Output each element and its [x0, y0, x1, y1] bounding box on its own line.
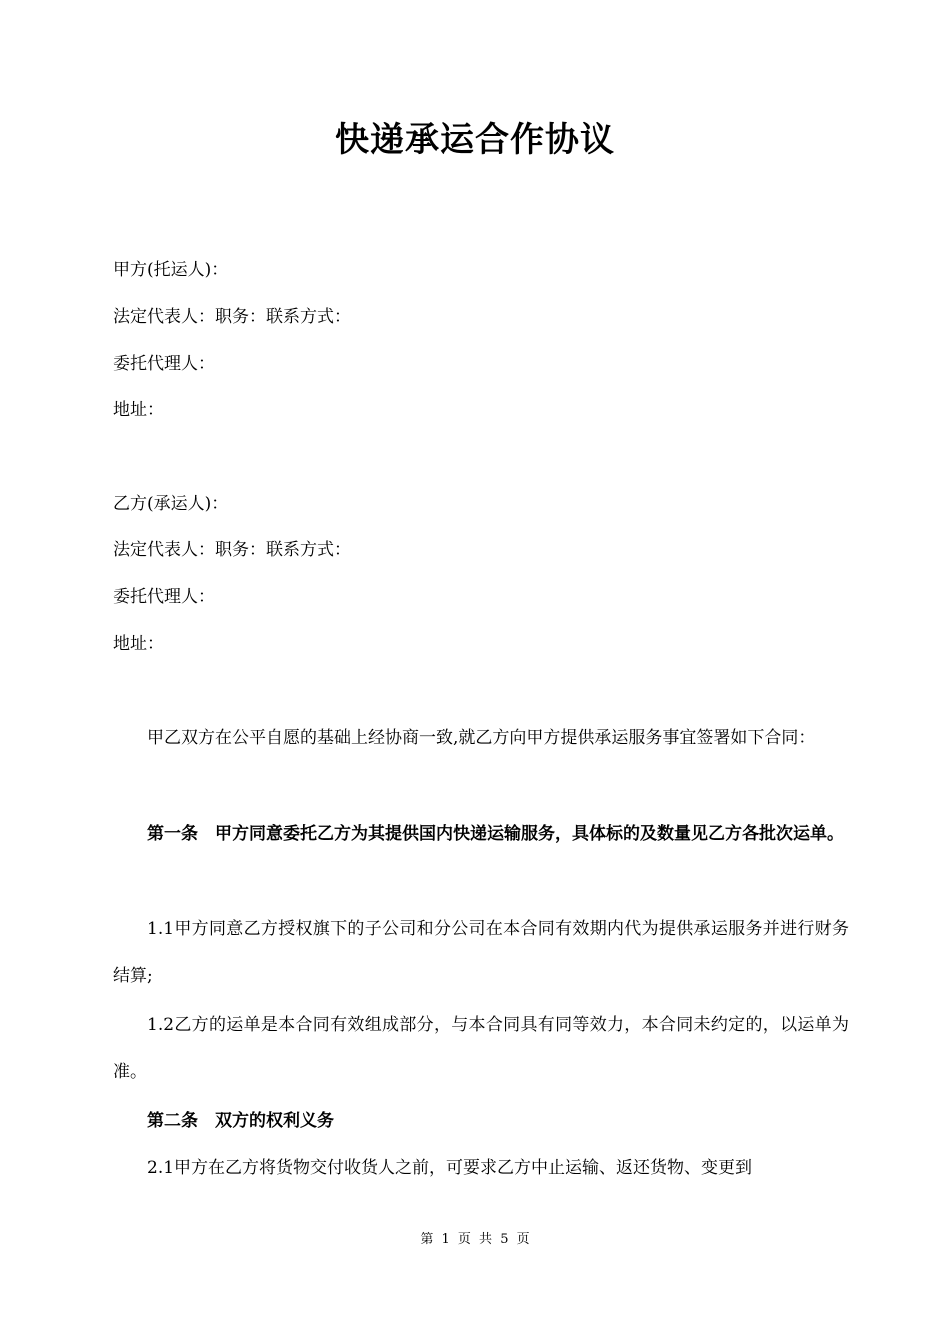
clause-1-1: 1.1甲方同意乙方授权旗下的子公司和分公司在本合同有效期内代为提供承运服务并进行财务结算; — [113, 919, 849, 986]
article-1-heading: 第一条 甲方同意委托乙方为其提供国内快递运输服务，具体标的及数量见乙方各批次运单。 — [147, 824, 844, 844]
article-2-heading: 第二条 双方的权利义务 — [147, 1111, 334, 1131]
document-title: 快递承运合作协议 — [335, 120, 615, 160]
party-b-name: 乙方(承运人)： — [113, 494, 229, 514]
clause-2-1: 2.1甲方在乙方将货物交付收货人之前，可要求乙方中止运输、返还货物、变更到 — [147, 1158, 753, 1178]
party-b-agent: 委托代理人： — [113, 587, 215, 607]
clause-1-2: 1.2乙方的运单是本合同有效组成部分，与本合同具有同等效力，本合同未约定的，以运单为准。 — [113, 1015, 849, 1082]
party-a-representative: 法定代表人：职务：联系方式： — [113, 307, 351, 327]
intro-paragraph: 甲乙双方在公平自愿的基础上经协商一致,就乙方向甲方提供承运服务事宜签署如下合同： — [147, 728, 816, 748]
party-b-address: 地址： — [113, 634, 164, 654]
page-number-footer: 第 1 页 共 5 页 — [420, 1232, 530, 1247]
party-b-representative: 法定代表人：职务：联系方式： — [113, 540, 351, 560]
party-a-agent: 委托代理人： — [113, 354, 215, 374]
party-a-name: 甲方(托运人)： — [113, 260, 229, 280]
party-a-address: 地址： — [113, 400, 164, 420]
